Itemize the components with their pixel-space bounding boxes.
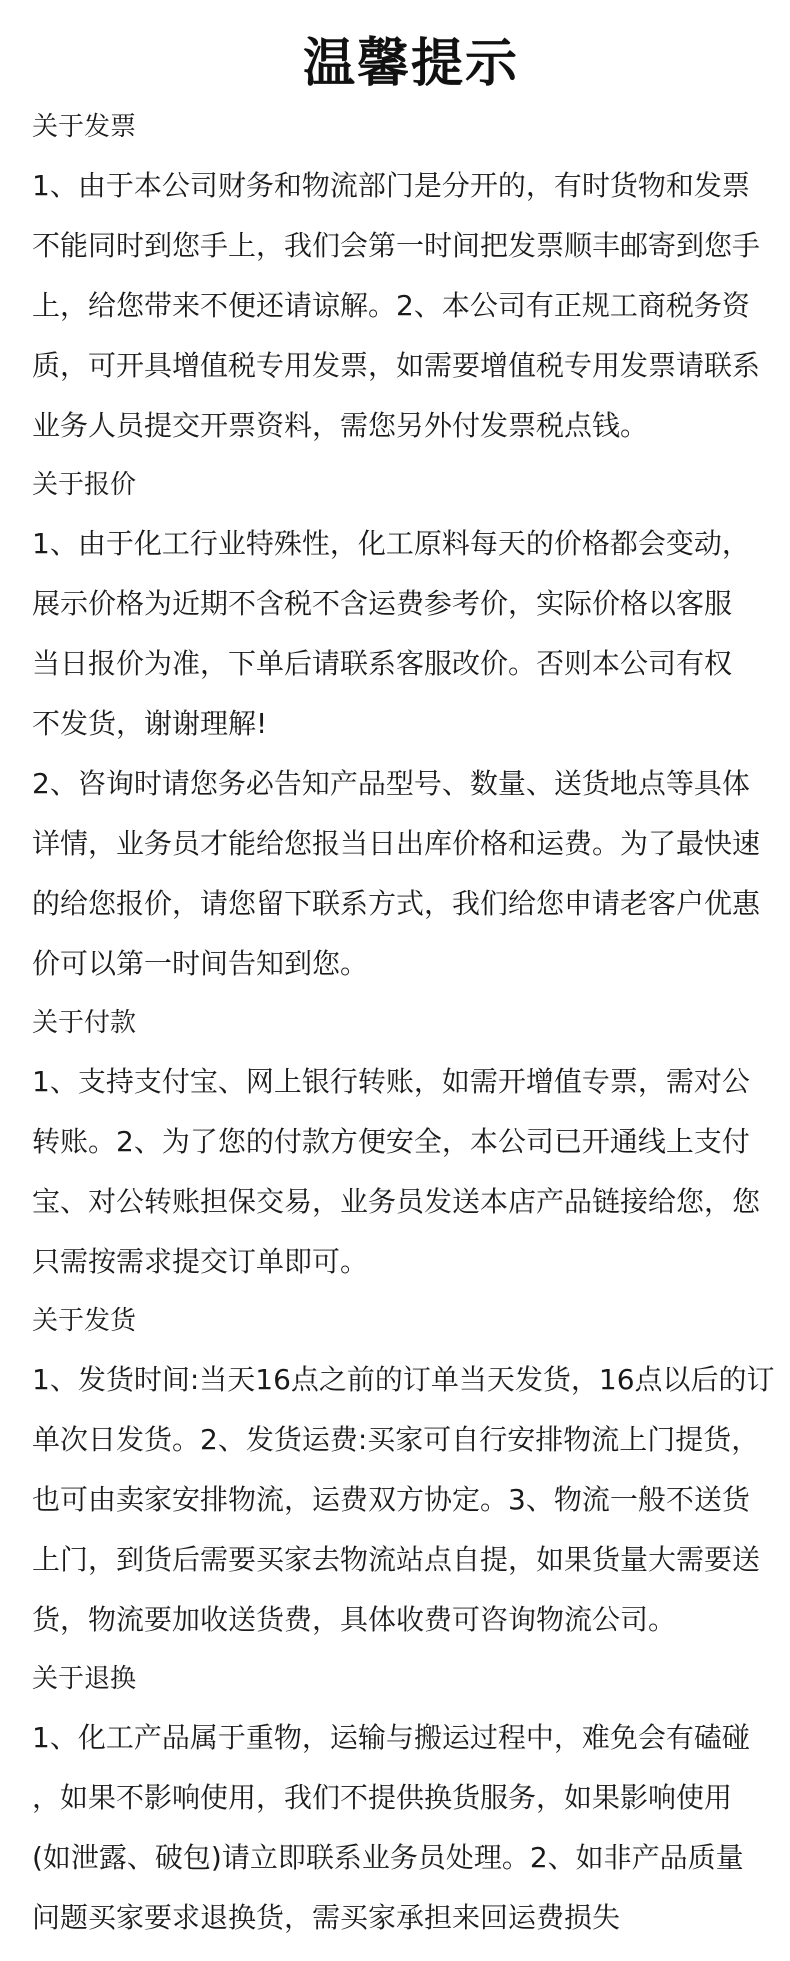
paragraph-line: 1、化工产品属于重物，运输与搬运过程中，难免会有磕碰 bbox=[32, 1721, 750, 1754]
paragraph-line: 上，给您带来不便还请谅解。2、本公司有正规工商税务资 bbox=[32, 289, 750, 322]
paragraph-line: 单次日发货。2、发货运费:买家可自行安排物流上门提货， bbox=[32, 1423, 760, 1456]
notice-section bbox=[32, 994, 790, 1292]
section-paragraph bbox=[32, 1350, 775, 1650]
section-paragraph bbox=[32, 156, 767, 456]
paragraph-line: 只需按需求提交订单即可。 bbox=[32, 1245, 369, 1278]
notice-sections bbox=[32, 98, 790, 1948]
notice-section bbox=[32, 1292, 790, 1650]
paragraph-line: 问题买家要求退换货，需买家承担来回运费损失 bbox=[32, 1901, 621, 1934]
paragraph-line: 展示价格为近期不含税不含运费参考价，实际价格以客服 bbox=[32, 587, 733, 620]
paragraph-line: 2、咨询时请您务必告知产品型号、数量、送货地点等具体 bbox=[32, 767, 750, 800]
section-heading: 关于发货 bbox=[32, 1306, 137, 1336]
paragraph-line: 1、发货时间:当天16点之前的订单当天发货，16点以后的订 bbox=[32, 1363, 775, 1396]
paragraph-line: 货，物流要加收送货费，具体收费可咨询物流公司。 bbox=[32, 1603, 677, 1636]
section-paragraph bbox=[32, 1052, 767, 1292]
section-heading: 关于付款 bbox=[32, 1008, 137, 1038]
paragraph-line: 不发货，谢谢理解! bbox=[32, 707, 268, 740]
paragraph-line: 业务人员提交开票资料，需您另外付发票税点钱。 bbox=[32, 409, 649, 442]
paragraph-line: 1、支持支付宝、网上银行转账，如需开增值专票，需对公 bbox=[32, 1065, 750, 1098]
section-paragraph bbox=[32, 754, 767, 994]
paragraph-line: 质，可开具增值税专用发票，如需要增值税专用发票请联系 bbox=[32, 349, 761, 382]
paragraph-line: 当日报价为准，下单后请联系客服改价。否则本公司有权 bbox=[32, 647, 733, 680]
section-heading: 关于发票 bbox=[32, 112, 137, 142]
paragraph-line: 转账。2、为了您的付款方便安全，本公司已开通线上支付 bbox=[32, 1125, 750, 1158]
paragraph-line: 1、由于化工行业特殊性，化工原料每天的价格都会变动， bbox=[32, 527, 750, 560]
section-paragraph bbox=[32, 514, 767, 754]
paragraph-line: (如泄露、破包)请立即联系业务员处理。2、如非产品质量 bbox=[32, 1841, 744, 1874]
notice-section bbox=[32, 1650, 790, 1948]
paragraph-line: 不能同时到您手上，我们会第一时间把发票顺丰邮寄到您手 bbox=[32, 229, 761, 262]
paragraph-line: 的给您报价，请您留下联系方式，我们给您申请老客户优惠 bbox=[32, 887, 761, 920]
paragraph-line: 1、由于本公司财务和物流部门是分开的，有时货物和发票 bbox=[32, 169, 750, 202]
notice-section bbox=[32, 98, 790, 456]
section-heading: 关于退换 bbox=[32, 1664, 137, 1694]
paragraph-line: 价可以第一时间告知到您。 bbox=[32, 947, 369, 980]
paragraph-line: 也可由卖家安排物流，运费双方协定。3、物流一般不送货 bbox=[32, 1483, 750, 1516]
section-paragraph bbox=[32, 1708, 767, 1948]
notice-section bbox=[32, 456, 790, 994]
paragraph-line: 详情，业务员才能给您报当日出库价格和运费。为了最快速 bbox=[32, 827, 761, 860]
page-title: 温馨提示 bbox=[302, 33, 519, 94]
paragraph-line: 上门，到货后需要买家去物流站点自提，如果货量大需要送 bbox=[32, 1543, 761, 1576]
paragraph-line: 宝、对公转账担保交易，业务员发送本店产品链接给您，您 bbox=[32, 1185, 761, 1218]
paragraph-line: ，如果不影响使用，我们不提供换货服务，如果影响使用 bbox=[32, 1781, 733, 1814]
section-heading: 关于报价 bbox=[32, 470, 137, 500]
